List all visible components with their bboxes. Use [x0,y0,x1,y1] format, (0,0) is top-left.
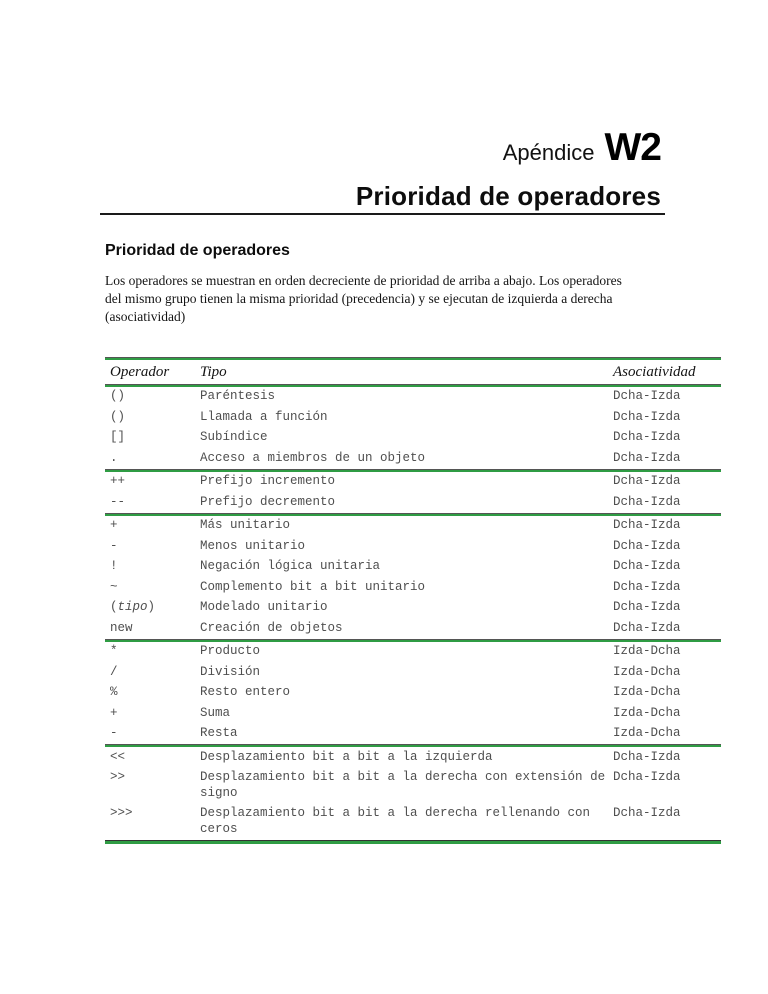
page-content [105,0,721,844]
appendix-label: Apéndice [502,140,595,165]
table-row [105,472,721,493]
operator-part: ) [147,600,156,615]
asociatividad-cell: Dcha-Izda [613,600,681,615]
table-row [105,387,721,408]
asociatividad-cell: Dcha-Izda [613,579,681,594]
operator-cell: () [110,389,126,404]
table-row [105,428,721,449]
table-group [105,642,721,745]
column-header-tipo: Tipo [200,363,227,380]
tipo-cell: Subíndice [200,430,268,445]
table-header-cells [105,360,721,384]
tipo-cell: Acceso a miembros de un objeto [200,450,426,465]
table-group [105,747,721,840]
asociatividad-cell: Izda-Dcha [613,664,681,679]
tipo-cell: Complemento bit a bit unitario [200,579,426,594]
operator-cell: * [110,644,118,659]
operator-cell: / [110,664,118,679]
tipo-cell: Menos unitario [200,538,306,553]
table-row [105,683,721,704]
table-row [105,557,721,578]
table-row [105,598,721,619]
table-row [105,804,721,840]
asociatividad-cell: Izda-Dcha [613,726,681,741]
operator-cell: + [110,518,118,533]
operator-cell: ~ [110,579,118,594]
asociatividad-cell: Dcha-Izda [613,474,681,489]
asociatividad-cell: Dcha-Izda [613,409,681,424]
tipo-cell: Paréntesis [200,389,276,404]
asociatividad-cell: Dcha-Izda [613,749,681,764]
chapter-title: Prioridad de operadores [355,181,661,211]
operator-cell: - [110,726,118,741]
tipo-cell: Modelado unitario [200,600,328,615]
operator-cell: + [110,705,118,720]
table-row [105,536,721,557]
table-body [105,387,721,840]
table-row [105,703,721,724]
operator-cell: new [110,620,133,635]
section-heading: Prioridad de operadores [105,242,290,259]
operator-part: tipo [117,600,148,615]
asociatividad-cell: Dcha-Izda [613,389,681,404]
table-group [105,472,721,513]
operator-cell: ++ [110,474,126,489]
table-row [105,407,721,428]
asociatividad-cell: Dcha-Izda [613,770,681,785]
operator-cell: - [110,538,118,553]
table-row [105,448,721,469]
operator-cell: >>> [110,806,133,821]
table-row [105,618,721,639]
table-group [105,516,721,639]
intro-paragraph: Los operadores se muestran en orden decreciente de prioridad de arriba a abajo. Los operadores del mismo grupo tienen la misma prioridad (precedencia) y se ejecutan de izquierda a derecha (asociatividad) [105,273,622,325]
operator-cell: . [110,450,118,465]
tipo-cell: Prefijo incremento [200,474,336,489]
table-row [105,768,721,804]
tipo-cell: Más unitario [200,518,291,533]
operator-cell: << [110,749,126,764]
tipo-cell: Resto entero [200,685,291,700]
operator-cell: >> [110,770,126,785]
operator-cell: ! [110,559,118,574]
table-row [105,662,721,683]
asociatividad-cell: Dcha-Izda [613,494,681,509]
table-row [105,642,721,663]
tipo-cell: Creación de objetos [200,620,343,635]
asociatividad-cell: Dcha-Izda [613,450,681,465]
asociatividad-cell: Dcha-Izda [613,538,681,553]
tipo-cell: Desplazamiento bit a bit a la izquierda [200,749,493,764]
tipo-cell: Llamada a función [200,409,328,424]
asociatividad-cell: Dcha-Izda [613,518,681,533]
asociatividad-cell: Izda-Dcha [613,685,681,700]
column-header-asociatividad: Asociatividad [613,363,696,380]
tipo-cell: Resta [200,726,238,741]
asociatividad-cell: Dcha-Izda [613,620,681,635]
operator-cell: % [110,685,118,700]
table-row [105,577,721,598]
table-row [105,492,721,513]
tipo-cell: División [200,664,261,679]
table-row [105,516,721,537]
asociatividad-cell: Izda-Dcha [613,705,681,720]
asociatividad-cell: Dcha-Izda [613,559,681,574]
title-underline [100,213,665,215]
tipo-cell: Desplazamiento bit a bit a la derecha con extensión de signo [200,770,613,800]
tipo-cell: Producto [200,644,261,659]
operator-cell: [] [110,430,126,445]
table-row [105,747,721,768]
asociatividad-cell: Dcha-Izda [613,430,681,445]
operator-cell: () [110,409,126,424]
appendix-heading [105,126,661,170]
asociatividad-cell: Dcha-Izda [613,806,681,821]
table-header-row [105,360,721,384]
table-group [105,387,721,469]
operators-table [105,357,721,844]
asociatividad-cell: Izda-Dcha [613,644,681,659]
tipo-cell: Suma [200,705,231,720]
operator-cell: -- [110,494,126,509]
operator-cell [105,600,200,616]
table-bottom-rule [105,840,721,844]
table-row [105,724,721,745]
tipo-cell: Desplazamiento bit a bit a la derecha rellenando con ceros [200,806,598,836]
operator-part: ( [110,600,118,615]
tipo-cell: Negación lógica unitaria [200,559,381,574]
appendix-number: W2 [604,126,661,169]
tipo-cell: Prefijo decremento [200,494,336,509]
column-header-operador: Operador [110,363,170,380]
